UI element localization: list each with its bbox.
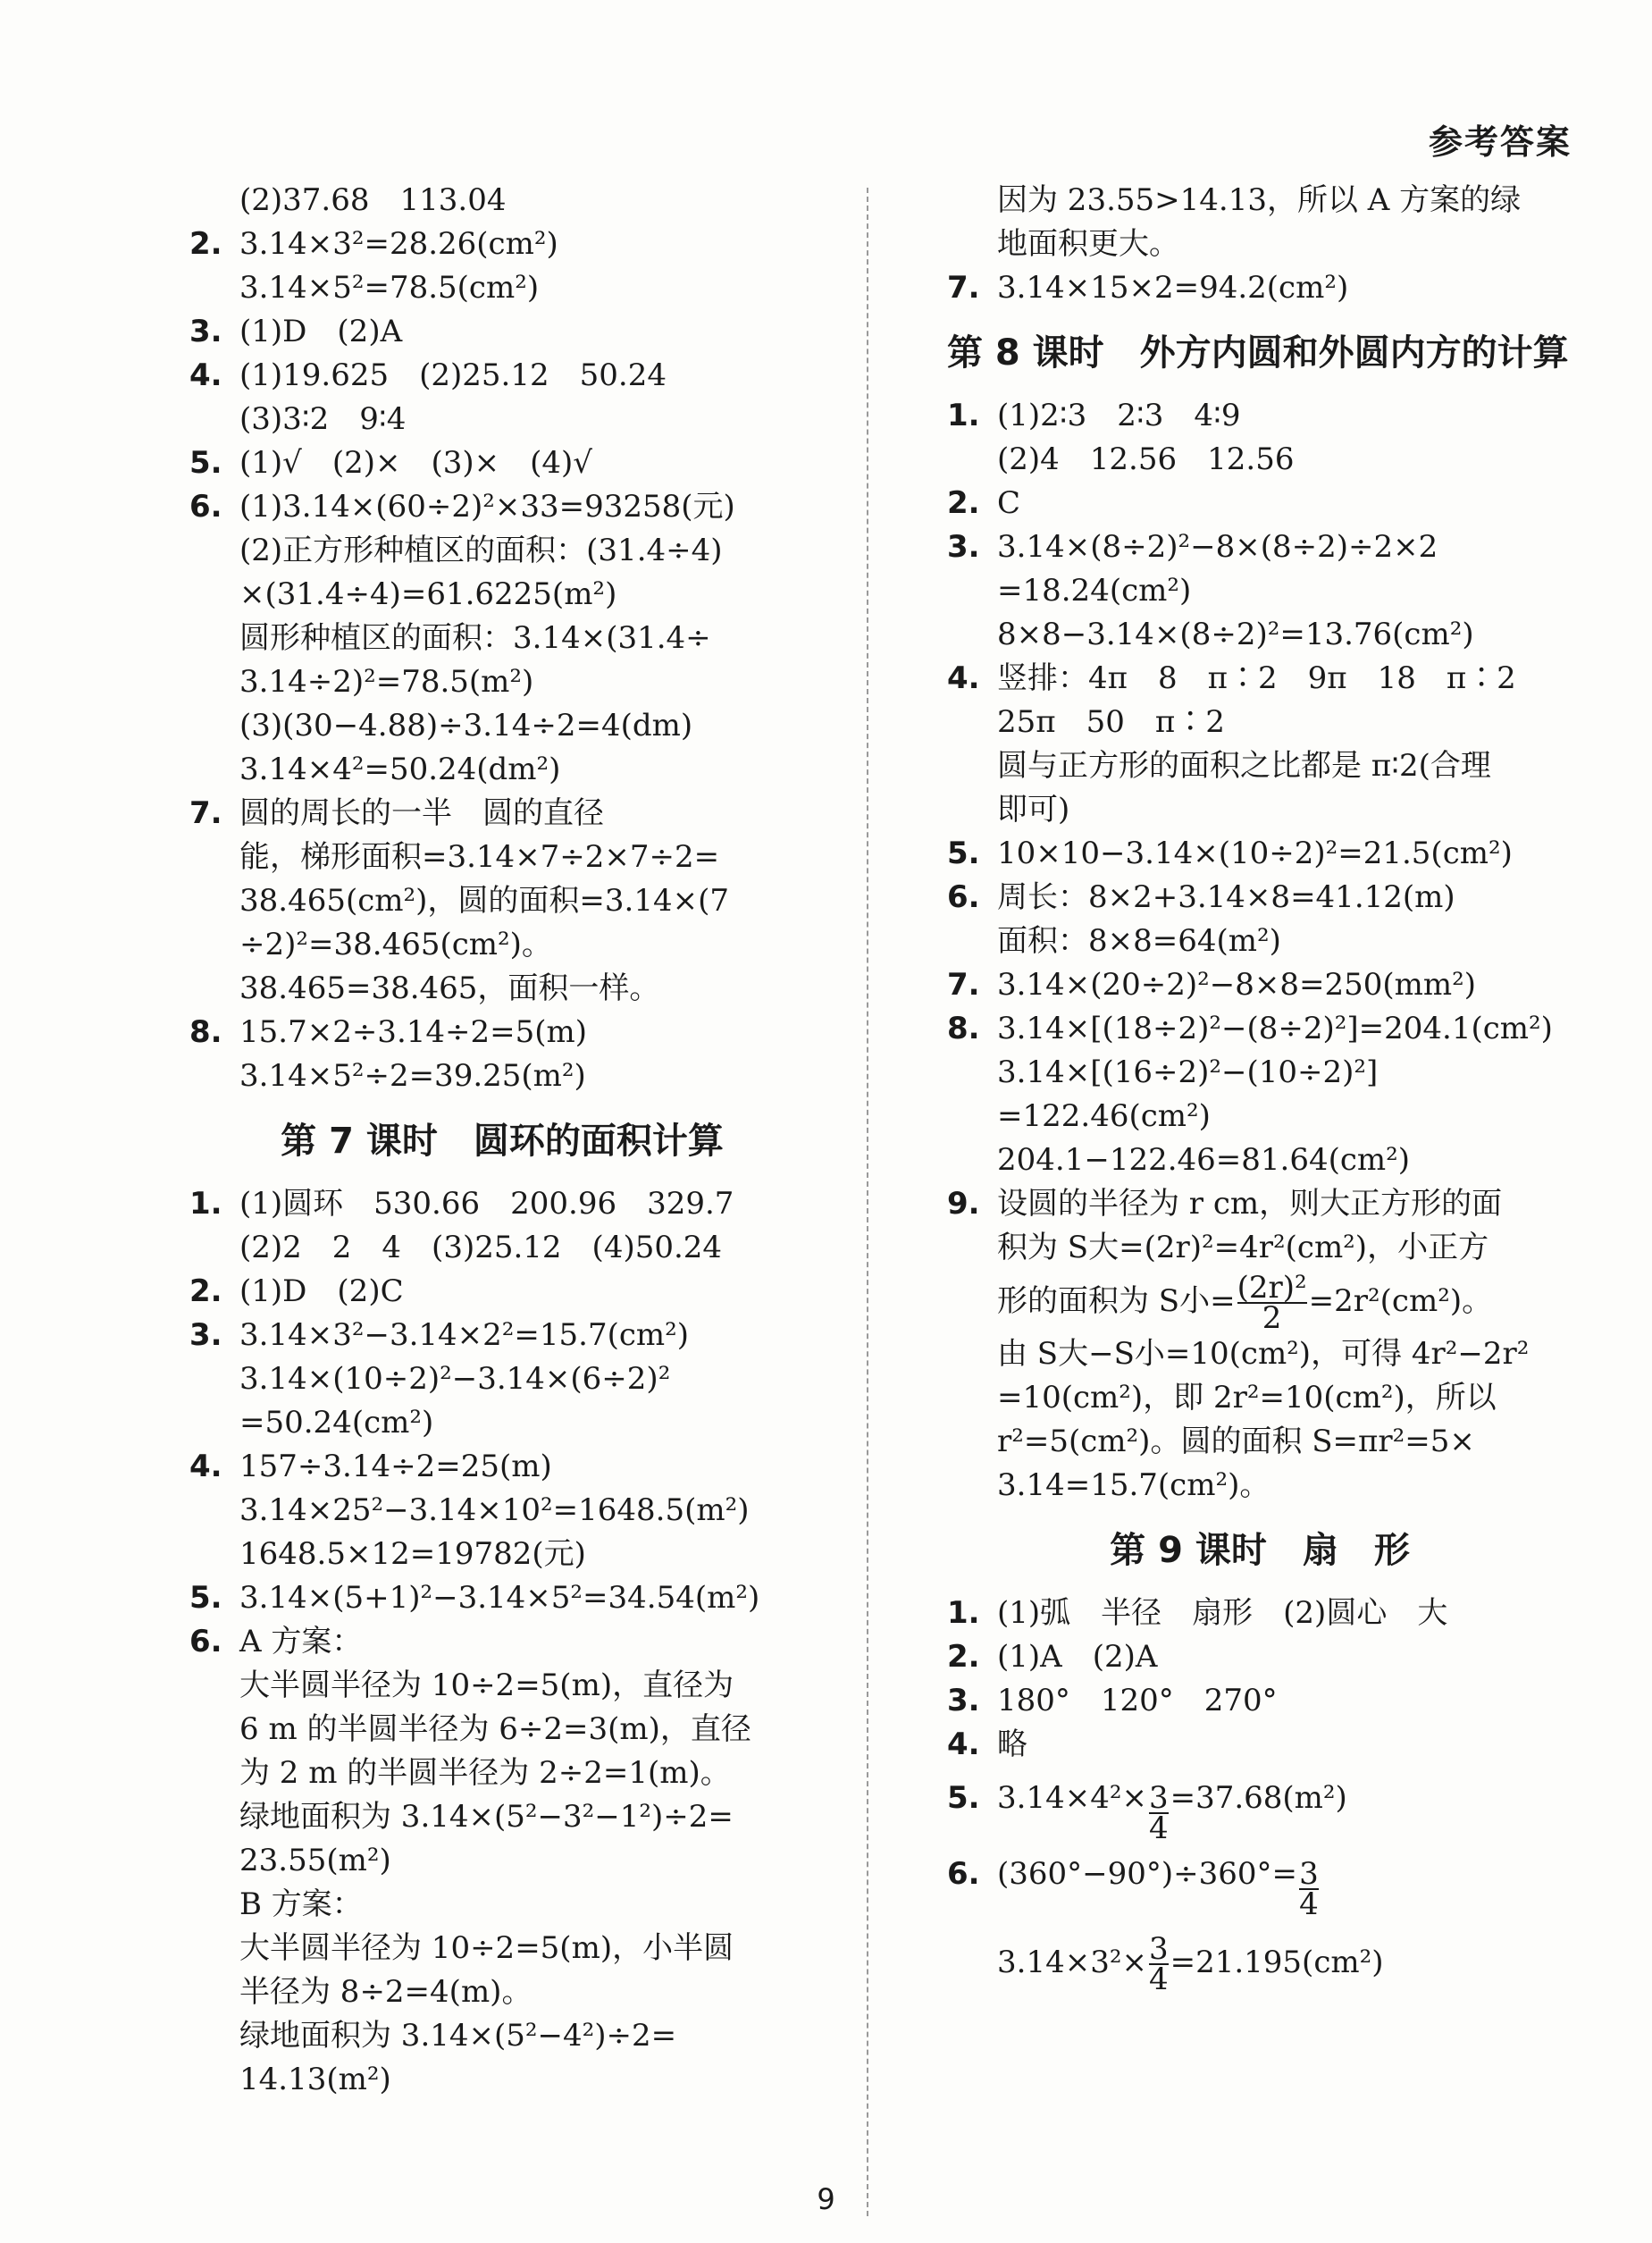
answer-line xyxy=(947,920,1572,963)
answer-line xyxy=(947,1182,1572,1226)
question-number: 5. xyxy=(189,445,222,481)
answer-line xyxy=(189,2058,815,2102)
question-number: 7. xyxy=(189,795,222,831)
question-number: 8. xyxy=(947,1011,980,1046)
answer-text: 15.7×2÷3.14÷2=5(m) xyxy=(239,1014,588,1050)
answer-text: 3.14×(8÷2)²−8×(8÷2)÷2×2 xyxy=(997,529,1438,565)
answer-text: 为 2 m 的半圆半径为 2÷2=1(m)。 xyxy=(239,1755,731,1791)
question-number: 2. xyxy=(947,1639,980,1675)
answer-line xyxy=(189,529,815,573)
answer-line xyxy=(189,1445,815,1489)
answer-text: (3)3∶2 9∶4 xyxy=(239,401,407,437)
answer-text: 25π 50 π∶2 xyxy=(997,704,1225,740)
question-number: 6. xyxy=(189,489,222,525)
answer-line xyxy=(947,701,1572,744)
answer-line xyxy=(189,1533,815,1576)
answer-text: 半径为 8÷2=4(m)。 xyxy=(239,1974,532,2010)
answer-line xyxy=(189,660,815,704)
answer-text: (2)4 12.56 12.56 xyxy=(997,441,1295,477)
answer-line xyxy=(947,1592,1572,1635)
answer-text: 周长：8×2+3.14×8=41.12(m) xyxy=(997,879,1455,915)
answer-text: 竖排：4π 8 π∶2 9π 18 π∶2 xyxy=(997,660,1516,696)
answer-line xyxy=(189,748,815,792)
answer-text: 3.14×3²−3.14×2²=15.7(cm²) xyxy=(239,1317,690,1353)
answer-line xyxy=(189,1401,815,1445)
answer-line xyxy=(189,792,815,836)
answer-text: (1)√ (2)× (3)× (4)√ xyxy=(239,445,592,481)
question-number: 3. xyxy=(189,1317,222,1353)
q6-pre: (360°−90°)÷360°= xyxy=(997,1856,1298,1892)
question-number: 2. xyxy=(189,226,222,262)
question-number: 1. xyxy=(189,1186,222,1222)
answer-text: 1648.5×12=19782(元) xyxy=(239,1536,586,1572)
answers-section-9 xyxy=(947,1592,1572,1767)
answer-line xyxy=(189,1970,815,2014)
answer-line xyxy=(947,1679,1572,1723)
q5-frac-num: 3 xyxy=(1148,1780,1169,1816)
answer-line xyxy=(189,1054,815,1098)
answer-line xyxy=(947,657,1572,701)
answer-text: (1)A (2)A xyxy=(997,1639,1158,1675)
answer-text: (2)正方形种植区的面积：(31.4÷4) xyxy=(239,533,723,568)
answer-text: 38.465=38.465，面积一样。 xyxy=(239,970,660,1006)
q6-frac-den: 4 xyxy=(1299,1886,1319,1922)
answer-line xyxy=(189,1795,815,1839)
q9-line: =10(cm²)，即 2r²=10(cm²)，所以 xyxy=(997,1380,1497,1416)
answer-line xyxy=(189,1620,815,1664)
answer-line xyxy=(947,525,1572,569)
answer-text: =18.24(cm²) xyxy=(997,573,1192,609)
question-number: 5. xyxy=(947,836,980,871)
answer-text: 略 xyxy=(997,1726,1027,1762)
q6-number: 6. xyxy=(947,1856,980,1892)
answer-line xyxy=(189,1927,815,1970)
q9-text-post: =2r²(cm²)。 xyxy=(1308,1283,1493,1319)
answer-line xyxy=(947,569,1572,613)
answer-text: 3.14×25²−3.14×10²=1648.5(m²) xyxy=(239,1492,750,1528)
answer-line xyxy=(947,1007,1572,1051)
column-divider xyxy=(867,188,868,2216)
section-title-lesson-9: 第 9 课时 扇 形 xyxy=(1110,1530,1410,1571)
page-header: 参考答案 xyxy=(1428,122,1572,162)
answer-text: 即可) xyxy=(997,792,1070,827)
answer-text: (3)(30−4.88)÷3.14÷2=4(dm) xyxy=(239,708,693,743)
answer-text: (1)19.625 (2)25.12 50.24 xyxy=(239,357,667,393)
question-number: 7. xyxy=(947,967,980,1003)
answer-text: 14.13(m²) xyxy=(239,2062,391,2097)
answer-line xyxy=(189,573,815,617)
q6-line2 xyxy=(947,1931,1572,1997)
q6-line2-pre: 3.14×3²× xyxy=(997,1945,1147,1980)
answer-line xyxy=(189,1883,815,1927)
answer-text: 157÷3.14÷2=25(m) xyxy=(239,1449,552,1484)
answer-text: 8×8−3.14×(8÷2)²=13.76(cm²) xyxy=(997,617,1474,652)
answer-text: 3.14×15×2=94.2(cm²) xyxy=(997,270,1349,306)
answer-text: 能，梯形面积=3.14×7÷2×7÷2= xyxy=(239,839,720,875)
answer-text: (1)圆环 530.66 200.96 329.7 xyxy=(239,1186,734,1222)
answer-text: 10×10−3.14×(10÷2)²=21.5(cm²) xyxy=(997,836,1513,871)
answer-text: (1)2∶3 2∶3 4∶9 xyxy=(997,398,1241,433)
answer-line xyxy=(189,836,815,879)
q6-row xyxy=(947,1843,1572,1922)
answer-text: 3.14×3²=28.26(cm²) xyxy=(239,226,558,262)
answer-line xyxy=(189,310,815,354)
question-number: 6. xyxy=(189,1624,222,1659)
answers-section-8 xyxy=(947,394,1572,1270)
question-number: 9. xyxy=(947,1186,980,1222)
answer-line xyxy=(189,485,815,529)
answer-text: 绿地面积为 3.14×(5²−3²−1²)÷2= xyxy=(239,1799,734,1835)
answer-line xyxy=(189,223,815,266)
q6-line2-fraction xyxy=(1148,1931,1169,1997)
answer-line xyxy=(189,266,815,310)
answer-text: 23.55(m²) xyxy=(239,1843,391,1878)
answers-section-7 xyxy=(189,1182,815,2102)
question-number: 6. xyxy=(947,879,980,915)
answer-text: 面积：8×8=64(m²) xyxy=(997,923,1281,959)
answer-line xyxy=(189,1270,815,1314)
q9-line: 由 S大−S小=10(cm²)，可得 4r²−2r² xyxy=(997,1336,1530,1372)
section-title-lesson-8: 第 8 课时 外方内圆和外圆内方的计算 xyxy=(947,332,1569,374)
answer-line xyxy=(189,354,815,398)
q5-fraction xyxy=(1148,1780,1169,1846)
answer-text: 38.465(cm²)，圆的面积=3.14×(7 xyxy=(239,883,729,919)
question-number: 4. xyxy=(947,660,980,696)
answer-line xyxy=(947,223,1572,266)
answer-text: ×(31.4÷4)=61.6225(m²) xyxy=(239,576,617,612)
q5-frac-den: 4 xyxy=(1148,1810,1169,1846)
q6-line2-frac-den: 4 xyxy=(1148,1962,1169,1997)
answer-line xyxy=(189,1226,815,1270)
q9-frac-num: (2r)² xyxy=(1237,1270,1307,1306)
answer-line xyxy=(947,876,1572,920)
answer-line xyxy=(947,1095,1572,1138)
question-number: 2. xyxy=(189,1273,222,1309)
answer-text: A 方案： xyxy=(239,1624,363,1659)
question-number: 3. xyxy=(189,314,222,349)
answer-text: 积为 S大=(2r)²=4r²(cm²)，小正方 xyxy=(997,1230,1489,1265)
answer-line xyxy=(189,1839,815,1883)
answer-text: 3.14×(5+1)²−3.14×5²=34.54(m²) xyxy=(239,1580,760,1616)
q6-fraction xyxy=(1299,1856,1319,1922)
question-number: 3. xyxy=(947,529,980,565)
answer-line xyxy=(947,1226,1572,1270)
answer-text: 3.14×[(16÷2)²−(10÷2)²] xyxy=(997,1054,1379,1090)
answer-line xyxy=(189,398,815,441)
answer-text: 204.1−122.46=81.64(cm²) xyxy=(997,1142,1411,1178)
answer-text: 3.14×(20÷2)²−8×8=250(mm²) xyxy=(997,967,1476,1003)
answer-line xyxy=(189,704,815,748)
answer-text: (1)D (2)C xyxy=(239,1273,404,1309)
answer-line xyxy=(189,1752,815,1795)
answer-text: 3.14×(10÷2)²−3.14×(6÷2)² xyxy=(239,1361,671,1397)
q9-frac-den: 2 xyxy=(1262,1300,1282,1336)
q9-fraction xyxy=(1237,1270,1307,1336)
answer-text: 圆与正方形的面积之比都是 π∶2(合理 xyxy=(997,748,1491,784)
q6-line2-frac-num: 3 xyxy=(1148,1931,1169,1967)
answer-text: (1)D (2)A xyxy=(239,314,403,349)
question-number: 5. xyxy=(189,1580,222,1616)
answer-text: 6 m 的半圆半径为 6÷2=3(m)，直径 xyxy=(239,1711,751,1747)
question-number: 4. xyxy=(189,357,222,393)
section-title-lesson-7: 第 7 课时 圆环的面积计算 xyxy=(281,1121,724,1162)
answer-text: 绿地面积为 3.14×(5²−4²)÷2= xyxy=(239,2018,677,2054)
q9-line: 3.14=15.7(cm²)。 xyxy=(997,1467,1270,1503)
q5-pre: 3.14×4²× xyxy=(997,1780,1147,1816)
answer-line xyxy=(947,482,1572,525)
answer-line xyxy=(947,832,1572,876)
answer-line xyxy=(189,179,815,223)
q5-post: =37.68(m²) xyxy=(1170,1780,1347,1816)
answer-text: 大半圆半径为 10÷2=5(m)，直径为 xyxy=(239,1668,734,1703)
answer-text: 地面积更大。 xyxy=(997,226,1179,262)
answer-line xyxy=(947,266,1572,310)
answers-section-6 xyxy=(189,179,815,1098)
answer-text: (2)2 2 4 (3)25.12 (4)50.24 xyxy=(239,1230,723,1265)
left-column xyxy=(189,179,815,2102)
answer-line xyxy=(947,1051,1572,1095)
answer-line xyxy=(189,2014,815,2058)
q9-text-pre: 形的面积为 S小= xyxy=(997,1283,1236,1319)
question-number: 4. xyxy=(947,1726,980,1762)
answer-text: =50.24(cm²) xyxy=(239,1405,434,1441)
answer-line xyxy=(189,1357,815,1401)
answer-line xyxy=(189,967,815,1011)
question-number: 3. xyxy=(947,1683,980,1718)
answer-text: 3.14×5²=78.5(cm²) xyxy=(239,270,540,306)
answer-line xyxy=(947,394,1572,438)
answer-line xyxy=(189,923,815,967)
answer-line xyxy=(189,1314,815,1357)
answer-text: B 方案： xyxy=(239,1886,363,1922)
answer-line xyxy=(947,179,1572,223)
answer-text: (1)3.14×(60÷2)²×33=93258(元) xyxy=(239,489,735,525)
answer-text: 3.14×5²÷2=39.25(m²) xyxy=(239,1058,586,1094)
answer-text: 设圆的半径为 r cm，则大正方形的面 xyxy=(997,1186,1503,1222)
answer-line xyxy=(947,1635,1572,1679)
answer-line xyxy=(189,1011,815,1054)
question-number: 4. xyxy=(189,1449,222,1484)
right-column xyxy=(947,179,1572,1997)
answer-text: 大半圆半径为 10÷2=5(m)，小半圆 xyxy=(239,1930,734,1966)
question-number: 7. xyxy=(947,270,980,306)
answer-text: 180° 120° 270° xyxy=(997,1683,1278,1718)
q6-frac-num: 3 xyxy=(1299,1856,1319,1892)
answer-text: C xyxy=(997,485,1021,521)
answer-line xyxy=(189,1708,815,1752)
answer-line xyxy=(189,1489,815,1533)
question-number: 2. xyxy=(947,485,980,521)
q9-line: r²=5(cm²)。圆的面积 S=πr²=5× xyxy=(997,1424,1475,1459)
answer-line xyxy=(189,879,815,923)
answer-text: (1)弧 半径 扇形 (2)圆心 大 xyxy=(997,1595,1448,1631)
answer-text: 3.14×[(18÷2)²−(8÷2)²]=204.1(cm²) xyxy=(997,1011,1553,1046)
answer-line xyxy=(189,617,815,660)
answer-line xyxy=(947,1723,1572,1767)
answer-line xyxy=(189,1664,815,1708)
answer-text: 3.14×4²=50.24(dm²) xyxy=(239,752,561,787)
answer-text: 3.14÷2)²=78.5(m²) xyxy=(239,664,534,700)
answers-section-7-cont xyxy=(947,179,1572,310)
answer-line xyxy=(947,963,1572,1007)
q5-row xyxy=(947,1767,1572,1846)
answer-line xyxy=(947,744,1572,788)
answer-line xyxy=(189,441,815,485)
answer-line xyxy=(189,1182,815,1226)
q6-line2-post: =21.195(cm²) xyxy=(1170,1945,1384,1980)
answer-text: (2)37.68 113.04 xyxy=(239,182,507,218)
answer-line xyxy=(947,1138,1572,1182)
page-number: 9 xyxy=(817,2182,835,2216)
answer-line xyxy=(947,788,1572,832)
answer-text: 圆的周长的一半 圆的直径 xyxy=(239,795,604,831)
q9-rest xyxy=(947,1332,1572,1508)
q9-fraction-line xyxy=(947,1270,1572,1336)
question-number: 8. xyxy=(189,1014,222,1050)
answer-text: 因为 23.55>14.13，所以 A 方案的绿 xyxy=(997,182,1522,218)
answer-line xyxy=(947,613,1572,657)
answer-text: ÷2)²=38.465(cm²)。 xyxy=(239,927,552,962)
question-number: 1. xyxy=(947,1595,980,1631)
answer-line xyxy=(947,438,1572,482)
question-number: 1. xyxy=(947,398,980,433)
answer-line xyxy=(189,1576,815,1620)
q5-number: 5. xyxy=(947,1780,980,1816)
answer-text: 圆形种植区的面积：3.14×(31.4÷ xyxy=(239,620,711,656)
answer-text: =122.46(cm²) xyxy=(997,1098,1211,1134)
